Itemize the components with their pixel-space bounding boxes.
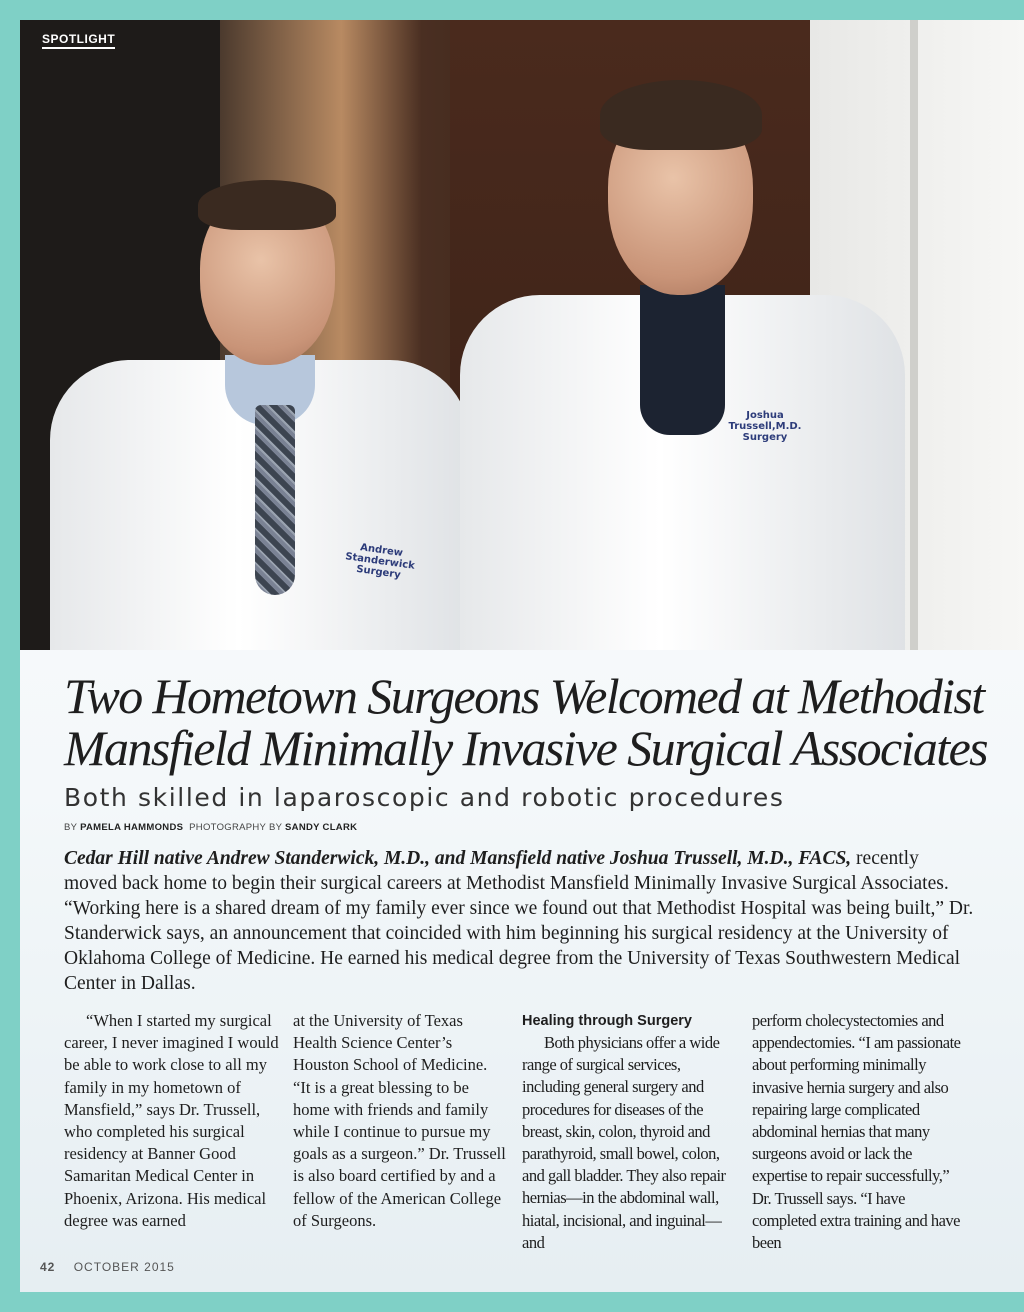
- issue-date: OCTOBER 2015: [73, 1260, 175, 1274]
- surgeon-left-tie: [255, 405, 295, 595]
- body-column-1: [64, 1010, 279, 1232]
- body-column-3-text: Both physicians offer a wide range of surgical services, including general surgery and procedures for diseases of the breast, skin, colon, thyroid and parathyroid, small bowel, colon, and gall bladder. They also repair hernias—in the abdominal wall, hiatal, incisional, and inguinal—and: [522, 1033, 726, 1252]
- body-column-4: [752, 1010, 967, 1254]
- headline-line-1: Two Hometown Surgeons Welcomed at Methodist: [64, 668, 984, 724]
- surgeon-left: [50, 170, 480, 650]
- surgeon-right-hair: [600, 80, 762, 150]
- magazine-page: [20, 20, 1024, 1292]
- section-heading: Healing through Surgery: [522, 1013, 692, 1029]
- body-column-4-text: perform cholecystectomies and appendectomies. “I am passionate about performing minimally invasive hernia surgery and also repairing large complicated abdominal hernias that many surgeons avoid or lack the expertise to repair successfully,” Dr. Trussell says. “I have completed extra training and have been: [752, 1011, 961, 1253]
- subheadline: Both skilled in laparoscopic and robotic procedures: [64, 783, 785, 812]
- surgeons-photo: [20, 20, 1024, 650]
- intro-paragraph: [64, 846, 974, 996]
- byline-photographer: SANDY CLARK: [285, 822, 358, 833]
- folio: [40, 1260, 175, 1274]
- section-label: SPOTLIGHT: [42, 32, 115, 49]
- byline-author: PAMELA HAMMONDS: [80, 822, 184, 833]
- surgeon-right-coat-label: Joshua Trussell,M.D. Surgery: [728, 410, 802, 443]
- body-column-2: [293, 1010, 508, 1232]
- body-column-2-text: at the University of Texas Health Science Center’s Houston School of Medicine. “It is a great blessing to be home with friends and family while I continue to pursue my goals as a surgeon.” Dr. Trussell is also board certified by and a fellow of the American College of Surgeons.: [293, 1011, 506, 1230]
- surgeon-left-coat-label: Andrew Standerwick Surgery: [344, 542, 416, 581]
- body-column-1-text: “When I started my surgical career, I never imagined I would be able to work close to all my family in my hometown of Mansfield,” says Dr. Trussell, who completed his surgical residency at Banner Good Samaritan Medical Center in Phoenix, Arizona. His medical degree was earned: [64, 1011, 279, 1230]
- page-number: 42: [40, 1260, 56, 1274]
- photo-window-frame: [910, 20, 918, 650]
- byline-photo-label: PHOTOGRAPHY BY: [189, 822, 283, 833]
- byline-by-label: BY: [64, 822, 78, 833]
- surgeon-right: [460, 60, 910, 650]
- intro-body: recently moved back home to begin their surgical careers at Methodist Mansfield Minimally Invasive Surgical Associates. “Working here is a shared dream of my family ever since we found out that Methodist Hospital was being built,” Dr. Standerwick says, an announcement that coincided with him beginning his surgical residency at the University of Oklahoma College of Medicine. He earned his medical degree from the University of Texas Southwestern Medical Center in Dallas.: [64, 848, 974, 994]
- surgeon-left-hair: [198, 180, 336, 230]
- headline: [64, 670, 1014, 774]
- byline: [64, 822, 357, 833]
- intro-lead: Cedar Hill native Andrew Standerwick, M.D., and Mansfield native Joshua Trussell, M.D., FACS,: [64, 848, 852, 869]
- headline-line-2: Mansfield Minimally Invasive Surgical Associates: [64, 720, 988, 776]
- body-column-3: [522, 1010, 737, 1254]
